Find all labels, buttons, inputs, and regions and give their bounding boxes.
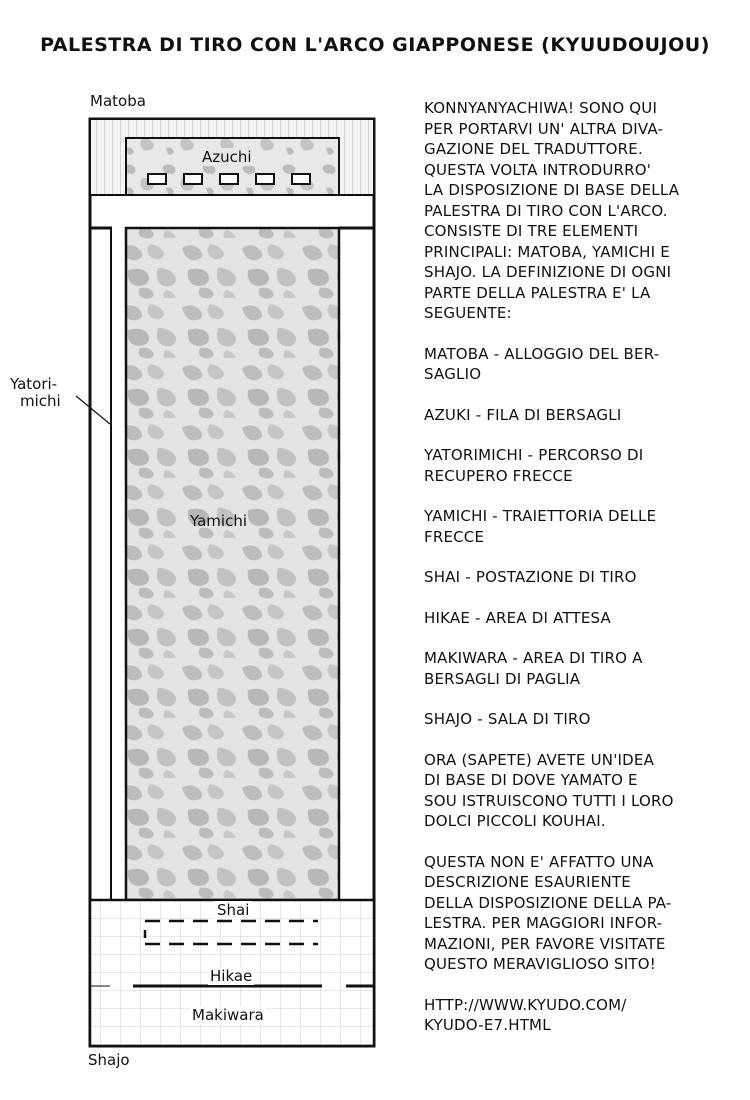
intro-paragraph: KONNYANYACHIWA! SONO QUI PER PORTARVI UN' ALTRA DIVA- GAZIONE DEL TRADUTTORE. QUESTA VOLTA INTRODURRO' LA DISPOSIZIONE DI BASE DELLA PALESTRA DI TIRO CON L'ARCO. CONSISTE DI TRE ELEMENTI PRINCIPALI: MATOBA, YAMICHI E SHAJO. LA DEFINIZIONE DI OGNI PARTE DELLA PALESTRA E' LA SEGUENTE: (424, 99, 680, 322)
label-matoba: Matoba (90, 92, 146, 110)
outro-paragraph-1: ORA (SAPETE) AVETE UN'IDEA DI BASE DI DOVE YAMATO E SOU ISTRUISCONO TUTTI I LORO DOLCI PICCOLI KOUHAI. (424, 750, 674, 830)
yamichi-area (126, 228, 339, 900)
definition-item: SHAJO - SALA DI TIRO (424, 710, 591, 728)
label-shajo: Shajo (88, 1051, 130, 1069)
label-yamichi: Yamichi (190, 512, 247, 530)
target-box (148, 174, 166, 184)
azuchi-area (126, 138, 339, 195)
definition-item: MATOBA - ALLOGGIO DEL BER- SAGLIO (424, 344, 660, 383)
definition-item: HIKAE - AREA DI ATTESA (424, 608, 611, 627)
target-box (292, 174, 310, 184)
label-yatorimichi-2: michi (20, 392, 61, 410)
definitions-list (424, 344, 729, 730)
definition-item: YAMICHI - TRAIETTORIA DELLE FRECCE (424, 507, 657, 546)
definition-item: YATORIMICHI - PERCORSO DI RECUPERO FRECCE (424, 446, 644, 485)
label-hikae: Hikae (210, 967, 253, 985)
label-shai: Shai (214, 901, 252, 919)
outro-paragraph-2: QUESTA NON E' AFFATTO UNA DESCRIZIONE ESAURIENTE DELLA DISPOSIZIONE DELLA PA- LESTRA. PER MAGGIORI INFOR- MAZIONI, PER FAVORE VISITATE QUESTO MERAVIGLIOSO SITO! (424, 852, 672, 973)
label-yatorimichi-1: Yatori- (10, 375, 58, 393)
definition-item: SHAI - POSTAZIONE DI TIRO (424, 568, 637, 586)
page-title: PALESTRA DI TIRO CON L'ARCO GIAPPONESE (KYUUDOUJOU) (40, 34, 710, 56)
kyudo-link[interactable]: HTTP://WWW.KYUDO.COM/ KYUDO-E7.HTML (424, 995, 627, 1034)
definition-item: MAKIWARA - AREA DI TIRO A BERSAGLI DI PAGLIA (424, 649, 643, 688)
label-azuchi: Azuchi (202, 148, 252, 166)
target-box (256, 174, 274, 184)
target-box (184, 174, 202, 184)
target-box (220, 174, 238, 184)
explanation-text (424, 98, 729, 1056)
definition-item: AZUKI - FILA DI BERSAGLI (424, 405, 622, 424)
label-makiwara: Makiwara (192, 1006, 264, 1024)
